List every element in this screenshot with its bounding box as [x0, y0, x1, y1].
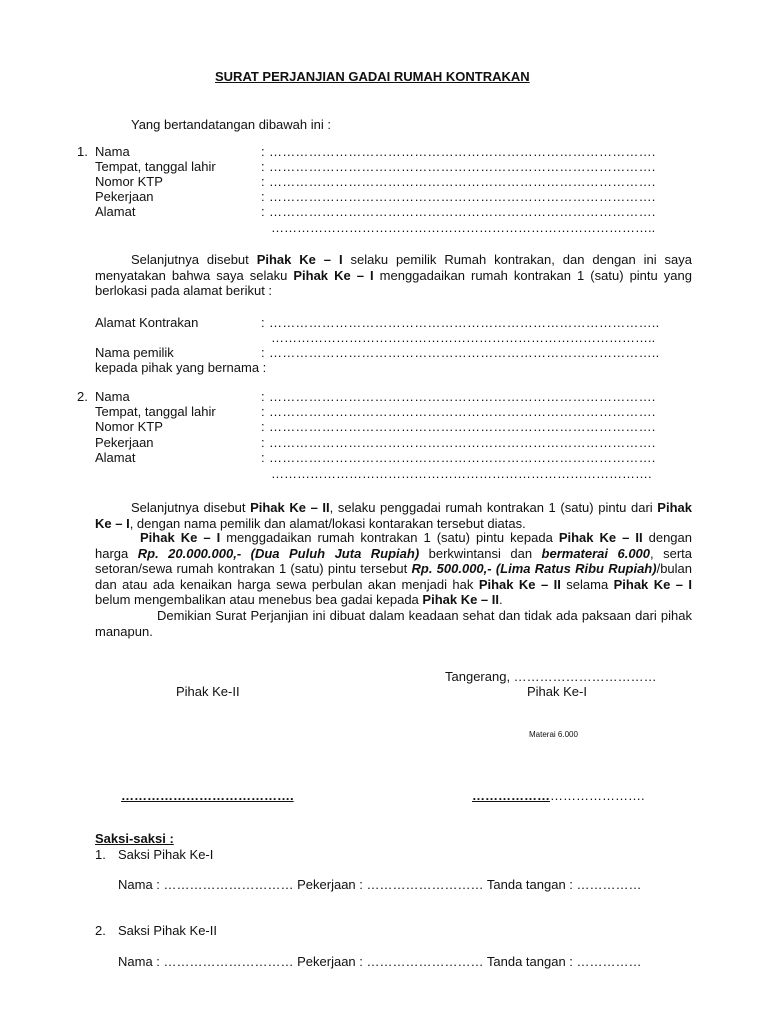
party1-job-colon: :	[261, 189, 265, 204]
party2-job-colon: :	[261, 435, 265, 450]
witness2-title: Saksi Pihak Ke-II	[118, 923, 217, 938]
signature-party-left-label: Pihak Ke-II	[176, 684, 240, 699]
party2-address-label: Alamat	[95, 450, 136, 465]
party1-address-continuation: ……………………………………………………………………………..	[271, 220, 656, 235]
party2-name-label: Nama	[95, 389, 130, 404]
party2-address-colon: :	[261, 450, 265, 465]
party2-ktp-value: …………………………………………………………………………….	[269, 419, 656, 434]
property-address-colon: :	[261, 315, 265, 330]
party1-ktp-label: Nomor KTP	[95, 174, 163, 189]
party1-name-label: Nama	[95, 144, 130, 159]
to-party-text: kepada pihak yang bernama :	[95, 360, 267, 375]
party1-ktp-value: …………………………………………………………………………….	[269, 174, 656, 189]
signature-party-right-label: Pihak Ke-I	[527, 684, 587, 699]
party2-birth-value: …………………………………………………………………………….	[269, 404, 656, 419]
property-owner-colon: :	[261, 345, 265, 360]
property-owner-value: ……………………………………………………………………………..	[269, 345, 660, 360]
signature-line-right: ………………………………….	[472, 788, 645, 803]
party1-birth-value: …………………………………………………………………………….	[269, 159, 656, 174]
witness2-fields-line: Nama : ………………………… Pekerjaan : ……………………… Tanda tangan : ……………	[118, 954, 642, 969]
witness1-title: Saksi Pihak Ke-I	[118, 847, 214, 862]
party2-birth-label: Tempat, tanggal lahir	[95, 404, 216, 419]
paragraph-closing: Demikian Surat Perjanjian ini dibuat dalam keadaan sehat dan tidak ada paksaan dari pihak manapun.	[95, 608, 692, 639]
paragraph-pihak-2: Selanjutnya disebut Pihak Ke – II, selaku penggadai rumah kontrakan 1 (satu) pintu dari Pihak Ke – I, dengan nama pemilik dan alamat/lokasi kontarakan tersebut diatas.	[95, 500, 692, 531]
materai-stamp-text: Materai 6.000	[529, 730, 578, 739]
party1-name-colon: :	[261, 144, 265, 159]
property-owner-label: Nama pemilik	[95, 345, 174, 360]
witness1-fields-line: Nama : ………………………… Pekerjaan : ……………………… Tanda tangan : ……………	[118, 877, 642, 892]
party1-ktp-colon: :	[261, 174, 265, 189]
witness1-number: 1.	[95, 847, 106, 862]
party1-name-value: …………………………………………………………………………….	[269, 144, 656, 159]
party2-ktp-colon: :	[261, 419, 265, 434]
party1-birth-label: Tempat, tanggal lahir	[95, 159, 216, 174]
party2-birth-colon: :	[261, 404, 265, 419]
party2-name-colon: :	[261, 389, 265, 404]
property-address-label: Alamat Kontrakan	[95, 315, 199, 330]
witnesses-heading: Saksi-saksi :	[95, 831, 174, 846]
witness2-number: 2.	[95, 923, 106, 938]
party1-address-label: Alamat	[95, 204, 136, 219]
paragraph-terms: Pihak Ke – I menggadaikan rumah kontrakan 1 (satu) pintu kepada Pihak Ke – II dengan harga Rp. 20.000.000,- (Dua Puluh Juta Rupiah) berkwintansi dan bermaterai 6.000, serta setoran/sewa rumah kontrakan 1 (satu) pintu tersebut Rp. 500.000,- (Lima Ratus Ribu Rupiah)/bulan dan atau ada kenaikan harga sewa perbulan akan menjadi hak Pihak Ke – II selama Pihak Ke – I belum mengembalikan atau menebus bea gadai kepada Pihak Ke – II.	[95, 530, 693, 607]
property-address-value: ……………………………………………………………………………..	[269, 315, 660, 330]
party2-job-label: Pekerjaan	[95, 435, 154, 450]
place-date: Tangerang, ……………………………	[445, 669, 657, 684]
party2-address-value: …………………………………………………………………………….	[269, 450, 656, 465]
property-address-continuation: ……………………………………………………………………………..	[271, 330, 656, 345]
document-title: SURAT PERJANJIAN GADAI RUMAH KONTRAKAN	[215, 69, 530, 84]
party2-job-value: …………………………………………………………………………….	[269, 435, 656, 450]
party1-number: 1.	[77, 144, 88, 159]
party1-job-label: Pekerjaan	[95, 189, 154, 204]
party1-address-value: …………………………………………………………………………….	[269, 204, 656, 219]
party1-job-value: …………………………………………………………………………….	[269, 189, 656, 204]
signature-line-left: ………………………………….	[121, 788, 294, 803]
party2-number: 2.	[77, 389, 88, 404]
party2-name-value: …………………………………………………………………………….	[269, 389, 656, 404]
party2-address-continuation: …………………………………………………………………………….	[271, 466, 652, 481]
paragraph-pihak-1: Selanjutnya disebut Pihak Ke – I selaku pemilik Rumah kontrakan, dan dengan ini saya menyatakan bahwa saya selaku Pihak Ke – I menggadaikan rumah kontrakan 1 (satu) pintu yang berlokasi pada alamat berikut :	[95, 252, 693, 298]
intro-text: Yang bertandatangan dibawah ini :	[131, 117, 331, 132]
party2-ktp-label: Nomor KTP	[95, 419, 163, 434]
party1-address-colon: :	[261, 204, 265, 219]
party1-birth-colon: :	[261, 159, 265, 174]
